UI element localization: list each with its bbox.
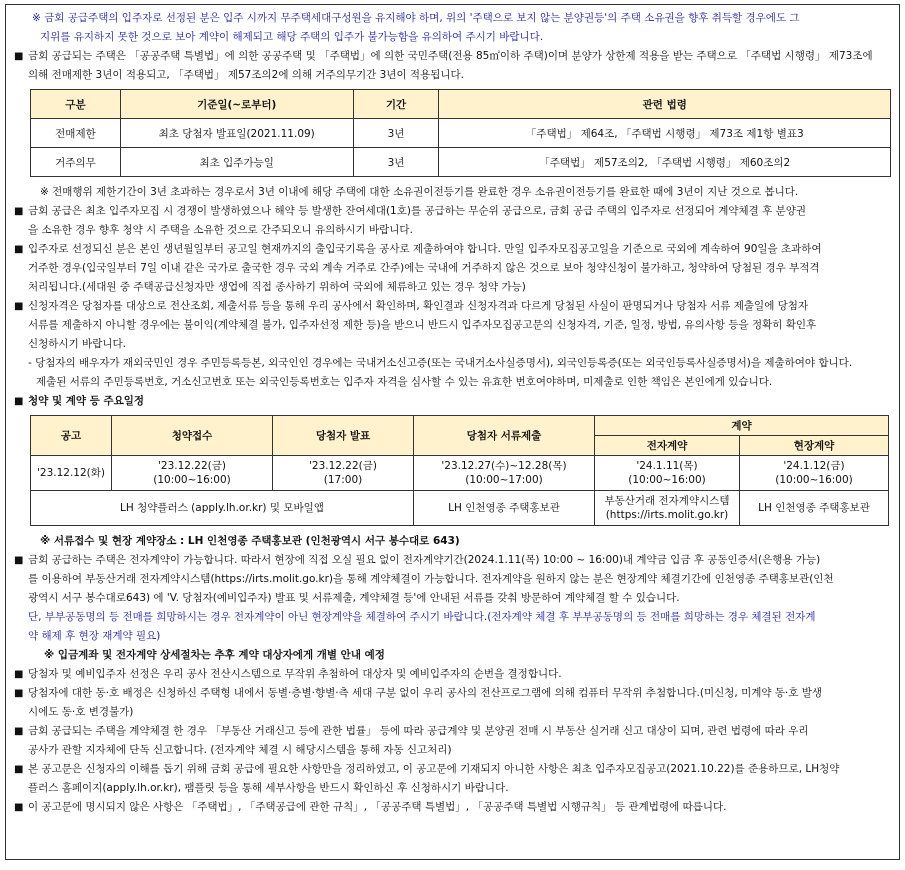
resale-line-2: 의해 전매제한 3년이 적용되고, 「주택법」 제57조의2에 의해 거주의무기간 3년이 적용됩니다.	[28, 69, 464, 81]
schedule-header-notice: 공고	[31, 416, 112, 456]
tail-2-line-2: 시에도 동·호 변경불가)	[28, 706, 134, 718]
bullet-2-line-3: 처리됩니다.(세대원 중 주택공급신청자만 생업에 직접 종사하기 위하여 국외에 체류하고 있는 경우 청약 가능)	[28, 281, 526, 293]
tail-3-line-1: ■ 금회 공급되는 주택을 계약체결 한 경우 「부동산 거래신고 등에 관한 법률」 등에 따라 공급계약 및 분양권 전매 시 부동산 실거래 신고 대상이 되며, 관련 법령에 따라 우리	[14, 722, 891, 741]
restrict-cell: 「주택법」 제64조, 「주택법 시행령」 제73조 제1항 별표3	[439, 119, 891, 148]
schedule-header-apply: 청약접수	[112, 416, 273, 456]
schedule-header-onsite: 현장계약	[740, 436, 889, 456]
contract-line-4: 단, 부부공동명의 등 전매를 희망하시는 경우 전자계약이 아닌 현장계약을 체결하여 주시기 바랍니다.(전자계약 체결 후 부부공동명의 등 전매를 희망하는 경우 체결된 전자계	[28, 611, 816, 623]
resale-line-1: ■ 금회 공급되는 주택은 「공공주택 특별법」에 의한 공공주택 및 「주택법」에 의한 국민주택(전용 85㎡이하 주택)이며 분양가 상한제 적용을 받는 주택으로 「주택법 시행령」 제73조에	[14, 47, 891, 66]
schedule-header-winner: 당첨자 발표	[273, 416, 414, 456]
restrict-header-law: 관련 법령	[439, 90, 891, 119]
tail-1: ■ 당첨자 및 예비입주자 선정은 우리 공사 전산시스템으로 무작위 추첨하여 대상자 및 예비입주자의 순번을 결정합니다.	[14, 665, 891, 684]
schedule-date-onsite: '24.1.12(금) (10:00~16:00)	[740, 456, 889, 491]
schedule-place-econtract: 부동산거래 전자계약시스템 (https://irts.molit.go.kr)	[595, 491, 740, 526]
bullet-3-line-2: 서류를 제출하지 아니할 경우에는 불이익(계약체결 불가, 입주자선정 제한 등)을 받으니 반드시 입주자모집공고문의 신청자격, 기준, 일정, 방법, 유의사항 등을 정확히 확인후	[28, 319, 817, 331]
table-row	[31, 119, 891, 148]
notice-top-line-1: ※ 금회 공급주택의 입주자로 선정된 분은 입주 시까지 무주택세대구성원을 유지해야 하며, 위의 '주택으로 보지 않는 분양권등'의 주택 소유권을 향후 취득할 경우에도 그	[32, 12, 800, 24]
contract-note: ※ 입금계좌 및 전자계약 상세절차는 추후 계약 대상자에게 개별 안내 예정	[44, 649, 385, 661]
table-row	[31, 456, 889, 491]
bullet-3-dash-1: - 당첨자의 배우자가 재외국민인 경우 주민등록등본, 외국인인 경우에는 국내거소신고증(또는 국내거소사실증명서), 외국인등록증(또는 외국인등록사실증명서)을 제출하여야 합니다.	[28, 357, 853, 369]
tail-4-line-2: 플러스 홈페이지(apply.lh.or.kr), 팸플릿 등을 통해 세부사항을 반드시 확인하신 후 신청하시기 바랍니다.	[28, 782, 509, 794]
bullet-3-line-1: ■ 신청자격은 당첨자를 대상으로 전산조회, 제출서류 등을 통해 우리 공사에서 확인하며, 확인결과 신청자격과 다르게 당첨된 사실이 판명되거나 당첨자 서류 제출일에 당첨자	[14, 297, 891, 316]
restrict-cell: 거주의무	[31, 148, 121, 177]
schedule-place-onsite: LH 인천영종 주택홍보관	[740, 491, 889, 526]
contract-line-3: 광역시 서구 봉수대로643) 에 'V. 당첨자(예비입주자) 발표 및 서류제출, 계약체결 등'에 안내된 서류를 갖춰 방문하여 계약체결 할 수 있습니다.	[28, 592, 680, 604]
restrict-header-base: 기준일(~로부터)	[120, 90, 353, 119]
bullet-2-line-1: ■ 입주자로 선정되신 분은 본인 생년월일부터 공고일 현재까지의 출입국기록을 공사로 제출하여야 합니다. 만일 입주자모집공고일을 기준으로 국외에 계속하여 90일을 초과하여	[14, 240, 891, 259]
schedule-heading: ■ 청약 및 계약 등 주요일정	[14, 392, 891, 411]
restrict-header-period: 기간	[353, 90, 439, 119]
schedule-header-contract: 계약	[595, 416, 889, 436]
bullet-1-line-2: 을 소유한 경우 향후 청약 시 주택을 소유한 것으로 간주되오니 유의하시기 바랍니다.	[28, 224, 413, 236]
restrict-header-type: 구분	[31, 90, 121, 119]
schedule-date-apply: '23.12.22(금) (10:00~16:00)	[112, 456, 273, 491]
notice-top-line-2: 지위를 유지하지 못한 것으로 보아 계약이 해제되고 해당 주택의 입주가 불가능함을 유의하여 주시기 바랍니다.	[40, 31, 544, 43]
bullet-1-line-1: ■ 금회 공급은 최초 입주자모집 시 경쟁이 발생하였으나 해약 등 발생한 잔여세대(1호)를 공급하는 무순위 공급으로, 금회 공급 주택의 입주자로 선정되어 계약체결 후 분양권	[14, 202, 891, 221]
tail-2-line-1: ■ 당첨자에 대한 동·호 배정은 신청하신 주택형 내에서 동별·층별·향별·측 세대 구분 없이 우리 공사의 전산프로그램에 의해 컴퓨터 무작위 추첨합니다.(미신청, 미계약 동·호 발생	[14, 684, 891, 703]
restrict-cell: 최초 입주가능일	[120, 148, 353, 177]
schedule-date-docs: '23.12.27(수)~12.28(목) (10:00~17:00)	[414, 456, 595, 491]
bullet-3-dash-2: 제출된 서류의 주민등록번호, 거소신고번호 또는 외국인등록번호는 입주자 자격을 심사할 수 있는 유효한 번호여야하며, 미제출로 인한 책임은 본인에게 있습니다.	[36, 376, 773, 388]
tail-3-line-2: 공사가 관할 지자체에 단독 신고합니다. (전자계약 체결 시 해당시스템을 통해 자동 신고처리)	[28, 744, 452, 756]
bullet-3-line-3: 신청하시기 바랍니다.	[28, 338, 126, 350]
contract-line-1: ■ 금회 공급하는 주택은 전자계약이 가능합니다. 따라서 현장에 직접 오실 필요 없이 전자계약기간(2024.1.11(목) 10:00 ~ 16:00)내 계약금 입금 후 공동인증서(은행용 가능)	[14, 551, 891, 570]
schedule-date-winner: '23.12.22(금) (17:00)	[273, 456, 414, 491]
restrict-cell: 전매제한	[31, 119, 121, 148]
schedule-date-econtract: '24.1.11(목) (10:00~16:00)	[595, 456, 740, 491]
schedule-header-econtract: 전자계약	[595, 436, 740, 456]
table-row	[31, 491, 889, 526]
schedule-header-docs: 당첨자 서류제출	[414, 416, 595, 456]
bullet-2-line-2: 거주한 경우(입국일부터 7일 이내 같은 국가로 출국한 경우 국외 계속 거주로 간주)에는 국내에 거주하지 않은 것으로 보아 청약신청이 불가하고, 청약하여 당첨된 경우 부적격	[28, 262, 820, 274]
notice-page	[5, 4, 900, 860]
tail-4-line-1: ■ 본 공고문은 신청자의 이해를 돕기 위해 금회 공급에 필요한 사항만을 정리하였고, 이 공고문에 기재되지 아니한 사항은 최초 입주자모집공고(2021.10.22)를 준용하므로, LH청약	[14, 760, 891, 779]
restrict-table	[30, 89, 891, 177]
restrict-cell: 최초 당첨자 발표일(2021.11.09)	[120, 119, 353, 148]
contract-place: ※ 서류접수 및 현장 계약장소 : LH 인천영종 주택홍보관 (인천광역시 서구 봉수대로 643)	[40, 535, 460, 547]
restrict-cell: 3년	[353, 148, 439, 177]
schedule-date-notice: '23.12.12(화)	[31, 456, 112, 491]
schedule-table	[30, 415, 889, 526]
table-row	[31, 148, 891, 177]
contract-line-2: 를 이용하여 부동산거래 전자계약시스템(https://irts.molit.go.kr)을 통해 계약체결이 가능합니다. 전자계약을 원하지 않는 분은 현장계약 체결기간에 인천영종 주택홍보관(인천	[28, 573, 834, 585]
tail-5: ■ 이 공고문에 명시되지 않은 사항은 「주택법」, 「주택공급에 관한 규칙」, 「공공주택 특별법」, 「공공주택 특별법 시행규칙」 등 관계법령에 따릅니다.	[14, 798, 891, 817]
schedule-place-docs: LH 인천영종 주택홍보관	[414, 491, 595, 526]
contract-line-5: 약 해제 후 현장 재계약 필요)	[28, 630, 161, 642]
restrict-cell: 3년	[353, 119, 439, 148]
restrict-cell: 「주택법」 제57조의2, 「주택법 시행령」 제60조의2	[439, 148, 891, 177]
resale-note: ※ 전매행위 제한기간이 3년 초과하는 경우로서 3년 이내에 해당 주택에 대한 소유권이전등기를 완료한 경우 소유권이전등기를 완료한 때에 3년이 지난 것으로 봅니다.	[40, 186, 799, 198]
schedule-place-apply: LH 청약플러스 (apply.lh.or.kr) 및 모바일앱	[31, 491, 414, 526]
